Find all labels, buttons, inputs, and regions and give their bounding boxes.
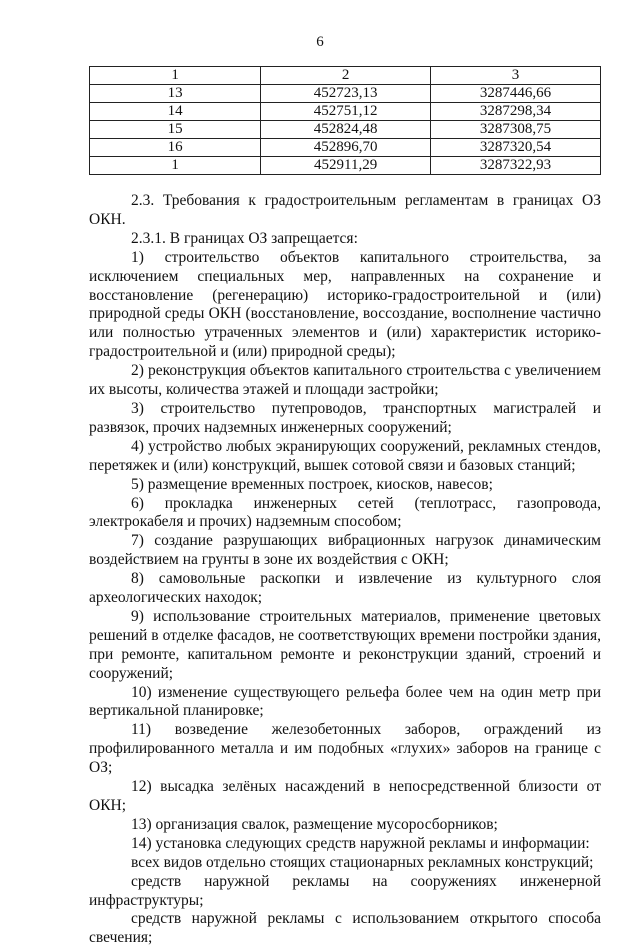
table-row — [90, 103, 601, 121]
table-cell: 3287322,93 — [431, 157, 601, 175]
table-cell: 1 — [90, 157, 261, 175]
table-cell: 452751,12 — [261, 103, 431, 121]
document-body — [89, 192, 601, 948]
list-item: 1) строительство объектов капитального строительства, за исключением специальных мер, направленных на сохранение и восстановление (регенерацию) историко-градостроительной и (или) природной среды ОКН (восстановление, воссоздание, восполнение частично или полностью утраченных элементов и (или) характеристик историко-градостроительной и (или) природной среды); — [89, 248, 601, 361]
table-cell: 3287446,66 — [431, 85, 601, 103]
subsection-heading: 2.3.1. В границах ОЗ запрещается: — [131, 229, 358, 247]
table-cell: 3287308,75 — [431, 121, 601, 139]
list-item: 3) строительство путепроводов, транспортных магистралей и развязок, прочих надземных инженерных сооружений; — [89, 399, 601, 436]
list-item: 14) установка следующих средств наружной рекламы и информации: — [131, 834, 590, 852]
table-cell: 452896,70 — [261, 139, 431, 157]
page-number: 6 — [316, 34, 324, 50]
sub-list-item: средств наружной рекламы на сооружениях инженерной инфраструктуры; — [89, 872, 601, 909]
table-row — [90, 139, 601, 157]
section-heading: 2.3. Требования к градостроительным регламентам в границах ОЗ ОКН. — [89, 192, 601, 228]
list-item: 2) реконструкция объектов капитального строительства с увеличением их высоты, количества этажей и площади застройки; — [89, 362, 601, 399]
table-cell: 15 — [90, 121, 261, 139]
list-item: 7) создание разрушающих вибрационных нагрузок динамическим воздействием на грунты в зоне их воздействия с ОКН; — [89, 532, 601, 569]
list-item: 9) использование строительных материалов, применение цветовых решений в отделке фасадов, не соответствующих времени постройки здания, при ремонте, капитальном ремонте и реконструкции зданий, строений и сооружений; — [89, 607, 601, 682]
table-cell: 3287320,54 — [431, 139, 601, 157]
list-item: 5) размещение временных построек, киосков, навесов; — [131, 475, 493, 493]
list-item: 4) устройство любых экранирующих сооружений, рекламных стендов, перетяжек и (или) конструкций, вышек сотовой связи и базовых станций; — [89, 437, 601, 474]
table-header-row — [90, 67, 601, 85]
table-header-cell: 1 — [90, 67, 261, 85]
table-row — [90, 157, 601, 175]
sub-list-item: средств наружной рекламы с использованием открытого способа свечения; — [89, 910, 601, 947]
table-header-cell: 2 — [261, 67, 431, 85]
sub-list-item: всех видов отдельно стоящих стационарных рекламных конструкций; — [131, 853, 594, 871]
table-cell: 14 — [90, 103, 261, 121]
list-item: 11) возведение железобетонных заборов, ограждений из профилированного металла и им подобных «глухих» заборов на границе с ОЗ; — [89, 721, 601, 777]
list-item: 13) организация свалок, размещение мусоросборников; — [131, 815, 498, 833]
table-row — [90, 85, 601, 103]
table-row — [90, 121, 601, 139]
table-cell: 452911,29 — [261, 157, 431, 175]
list-item: 10) изменение существующего рельефа более чем на один метр при вертикальной планировке; — [89, 683, 601, 720]
table-cell: 3287298,34 — [431, 103, 601, 121]
coordinates-table — [89, 66, 601, 175]
list-item: 8) самовольные раскопки и извлечение из культурного слоя археологических находок; — [89, 570, 601, 607]
table-cell: 452723,13 — [261, 85, 431, 103]
table-cell: 16 — [90, 139, 261, 157]
list-item: 12) высадка зелёных насаждений в непосредственной близости от ОКН; — [89, 778, 601, 814]
table-header-cell: 3 — [431, 67, 601, 85]
list-item: 6) прокладка инженерных сетей (теплотрасс, газопровода, электрокабеля и прочих) надземным способом; — [89, 494, 601, 531]
table-cell: 13 — [90, 85, 261, 103]
table-cell: 452824,48 — [261, 121, 431, 139]
